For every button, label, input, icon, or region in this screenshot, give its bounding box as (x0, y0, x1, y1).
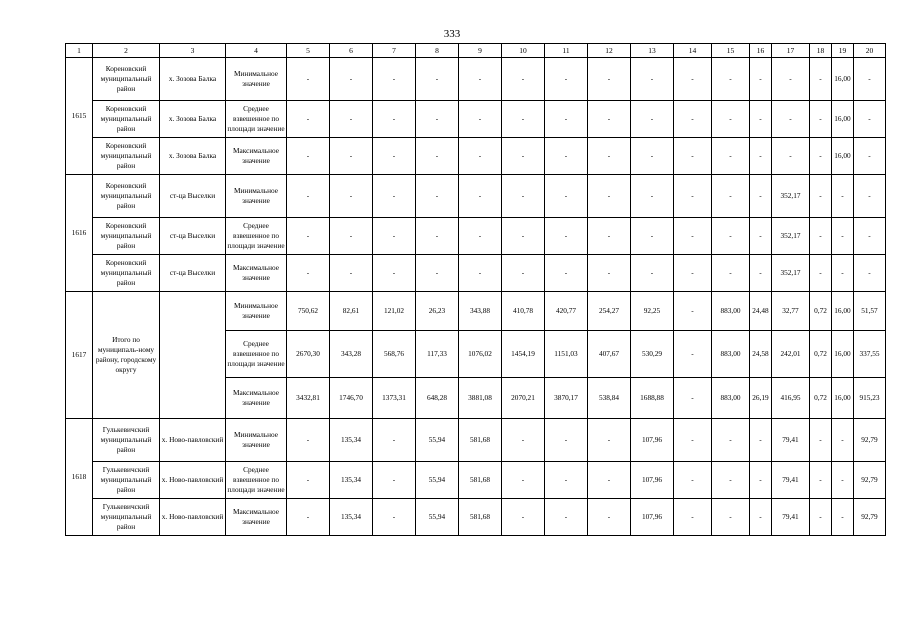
value-cell: 1746,70 (330, 378, 373, 419)
value-cell: 581,68 (459, 419, 502, 462)
value-cell: 352,17 (772, 175, 810, 218)
value-cell: - (545, 101, 588, 138)
value-cell: - (588, 138, 631, 175)
district-cell: Кореновский муниципальный район (93, 58, 160, 101)
value-cell: - (674, 378, 712, 419)
value-cell: - (631, 138, 674, 175)
value-cell: - (832, 462, 854, 499)
value-cell: - (832, 175, 854, 218)
value-cell: - (373, 462, 416, 499)
value-cell: - (545, 138, 588, 175)
value-cell: - (674, 419, 712, 462)
value-cell: - (287, 58, 330, 101)
table-row (66, 58, 886, 101)
value-cell: - (545, 462, 588, 499)
table-row (66, 101, 886, 138)
value-cell: - (416, 138, 459, 175)
value-cell: - (502, 101, 545, 138)
locality-cell: ст-ца Выселки (160, 218, 226, 255)
value-cell: 416,95 (772, 378, 810, 419)
value-cell: - (810, 255, 832, 292)
value-cell: 0,72 (810, 378, 832, 419)
value-cell: - (772, 138, 810, 175)
value-cell: - (832, 499, 854, 536)
value-cell: 1688,88 (631, 378, 674, 419)
value-cell: - (373, 255, 416, 292)
value-cell: - (588, 419, 631, 462)
column-header: 18 (810, 44, 832, 58)
value-cell: 3881,08 (459, 378, 502, 419)
district-cell: Итого по муниципаль-ному району, городскому округу (93, 292, 160, 419)
value-cell: - (854, 138, 886, 175)
measure-cell: Среднее взвешенное по площади значение (226, 218, 287, 255)
value-cell: - (750, 255, 772, 292)
value-cell: - (502, 499, 545, 536)
value-cell: - (588, 175, 631, 218)
value-cell: 82,61 (330, 292, 373, 331)
column-header: 12 (588, 44, 631, 58)
value-cell: 343,88 (459, 292, 502, 331)
value-cell: - (750, 58, 772, 101)
value-cell: 16,00 (832, 101, 854, 138)
district-cell: Кореновский муниципальный район (93, 101, 160, 138)
value-cell: - (416, 58, 459, 101)
value-cell: 1373,31 (373, 378, 416, 419)
value-cell: 581,68 (459, 462, 502, 499)
measure-cell: Минимальное значение (226, 292, 287, 331)
value-cell: 26,19 (750, 378, 772, 419)
value-cell: - (631, 218, 674, 255)
value-cell: 915,23 (854, 378, 886, 419)
value-cell: 1076,02 (459, 331, 502, 378)
measure-cell: Среднее взвешенное по площади значение (226, 101, 287, 138)
column-header: 14 (674, 44, 712, 58)
value-cell: 410,78 (502, 292, 545, 331)
table-row (66, 255, 886, 292)
value-cell: 337,55 (854, 331, 886, 378)
value-cell: 24,48 (750, 292, 772, 331)
column-header: 16 (750, 44, 772, 58)
value-cell: 407,67 (588, 331, 631, 378)
value-cell: - (373, 218, 416, 255)
column-header: 1 (66, 44, 93, 58)
value-cell: - (416, 101, 459, 138)
value-cell: - (810, 499, 832, 536)
value-cell: 117,33 (416, 331, 459, 378)
value-cell: - (588, 462, 631, 499)
value-cell: - (674, 218, 712, 255)
value-cell: - (502, 462, 545, 499)
value-cell: 352,17 (772, 255, 810, 292)
district-cell: Кореновский муниципальный район (93, 175, 160, 218)
value-cell: - (287, 218, 330, 255)
value-cell: - (287, 255, 330, 292)
value-cell: - (330, 58, 373, 101)
value-cell: 343,28 (330, 331, 373, 378)
value-cell: 648,28 (416, 378, 459, 419)
value-cell: - (712, 499, 750, 536)
value-cell: - (287, 175, 330, 218)
column-header: 5 (287, 44, 330, 58)
value-cell: - (416, 255, 459, 292)
value-cell: 0,72 (810, 292, 832, 331)
value-cell: - (459, 58, 502, 101)
value-cell: - (772, 101, 810, 138)
value-cell: - (459, 255, 502, 292)
column-header: 8 (416, 44, 459, 58)
district-cell: Кореновский муниципальный район (93, 218, 160, 255)
value-cell: - (459, 218, 502, 255)
value-cell: - (750, 218, 772, 255)
value-cell: - (502, 175, 545, 218)
value-cell: - (330, 101, 373, 138)
value-cell: - (287, 462, 330, 499)
measure-cell: Минимальное значение (226, 175, 287, 218)
value-cell: - (502, 419, 545, 462)
value-cell: - (674, 331, 712, 378)
value-cell: - (502, 218, 545, 255)
value-cell: - (674, 58, 712, 101)
value-cell: - (631, 101, 674, 138)
value-cell: 0,72 (810, 331, 832, 378)
locality-cell (160, 292, 226, 419)
value-cell: - (854, 101, 886, 138)
value-cell: 121,02 (373, 292, 416, 331)
column-header: 20 (854, 44, 886, 58)
value-cell: - (330, 138, 373, 175)
value-cell: 16,00 (832, 292, 854, 331)
value-cell: - (854, 175, 886, 218)
value-cell: - (330, 175, 373, 218)
value-cell: 51,57 (854, 292, 886, 331)
district-cell: Кореновский муниципальный район (93, 255, 160, 292)
value-cell: 55,94 (416, 419, 459, 462)
value-cell: - (854, 218, 886, 255)
measure-cell: Максимальное значение (226, 499, 287, 536)
district-cell: Гулькевичский муниципальный район (93, 462, 160, 499)
column-header: 9 (459, 44, 502, 58)
value-cell: - (712, 218, 750, 255)
value-cell: - (545, 218, 588, 255)
value-cell: 2670,30 (287, 331, 330, 378)
column-header: 3 (160, 44, 226, 58)
value-cell: 883,00 (712, 378, 750, 419)
value-cell: - (631, 58, 674, 101)
value-cell: - (459, 101, 502, 138)
value-cell: 32,77 (772, 292, 810, 331)
value-cell: 352,17 (772, 218, 810, 255)
value-cell: 79,41 (772, 462, 810, 499)
value-cell: - (832, 419, 854, 462)
value-cell: 3870,17 (545, 378, 588, 419)
value-cell: - (810, 58, 832, 101)
value-cell: 107,96 (631, 499, 674, 536)
value-cell: 883,00 (712, 331, 750, 378)
locality-cell: х. Ново-павловский (160, 462, 226, 499)
value-cell: 92,79 (854, 462, 886, 499)
locality-cell: х. Зозова Балка (160, 138, 226, 175)
district-cell: Кореновский муниципальный район (93, 138, 160, 175)
value-cell: - (373, 419, 416, 462)
column-header: 10 (502, 44, 545, 58)
table-body (66, 58, 886, 536)
measure-cell: Среднее взвешенное по площади значение (226, 331, 287, 378)
value-cell: - (712, 255, 750, 292)
value-cell: 135,34 (330, 419, 373, 462)
value-cell: 79,41 (772, 419, 810, 462)
value-cell: 135,34 (330, 499, 373, 536)
measure-cell: Минимальное значение (226, 58, 287, 101)
value-cell: 16,00 (832, 378, 854, 419)
column-header: 11 (545, 44, 588, 58)
value-cell: - (772, 58, 810, 101)
measure-cell: Минимальное значение (226, 419, 287, 462)
value-cell: 135,34 (330, 462, 373, 499)
value-cell: - (588, 255, 631, 292)
value-cell: 538,84 (588, 378, 631, 419)
value-cell: - (459, 138, 502, 175)
value-cell: - (373, 175, 416, 218)
column-header: 17 (772, 44, 810, 58)
value-cell: - (416, 218, 459, 255)
value-cell: 79,41 (772, 499, 810, 536)
value-cell: 2070,21 (502, 378, 545, 419)
value-cell: - (674, 138, 712, 175)
measure-cell: Максимальное значение (226, 255, 287, 292)
column-header: 13 (631, 44, 674, 58)
value-cell: 242,01 (772, 331, 810, 378)
value-cell: - (674, 499, 712, 536)
value-cell: - (750, 419, 772, 462)
value-cell: - (373, 499, 416, 536)
value-cell: - (631, 255, 674, 292)
value-cell: - (502, 58, 545, 101)
value-cell: 530,29 (631, 331, 674, 378)
value-cell: - (810, 419, 832, 462)
value-cell: - (287, 419, 330, 462)
value-cell: 420,77 (545, 292, 588, 331)
value-cell: - (712, 138, 750, 175)
value-cell: - (810, 101, 832, 138)
value-cell: - (712, 462, 750, 499)
measure-cell: Максимальное значение (226, 138, 287, 175)
value-cell: - (545, 58, 588, 101)
value-cell: 92,25 (631, 292, 674, 331)
value-cell: - (750, 499, 772, 536)
table-row (66, 175, 886, 218)
value-cell: 1454,19 (502, 331, 545, 378)
row-number-cell: 1617 (66, 292, 93, 419)
value-cell: - (712, 101, 750, 138)
value-cell: 55,94 (416, 462, 459, 499)
district-cell: Гулькевичский муниципальный район (93, 499, 160, 536)
value-cell: 568,76 (373, 331, 416, 378)
value-cell: 16,00 (832, 331, 854, 378)
value-cell: - (810, 218, 832, 255)
value-cell: - (712, 58, 750, 101)
value-cell: - (810, 138, 832, 175)
value-cell: - (416, 175, 459, 218)
value-cell: - (373, 58, 416, 101)
value-cell: - (287, 138, 330, 175)
value-cell: 254,27 (588, 292, 631, 331)
table-row (66, 292, 886, 331)
column-header: 4 (226, 44, 287, 58)
value-cell: - (674, 292, 712, 331)
value-cell: 750,62 (287, 292, 330, 331)
value-cell: - (545, 419, 588, 462)
column-header: 15 (712, 44, 750, 58)
district-cell: Гулькевичский муниципальный район (93, 419, 160, 462)
value-cell: - (712, 419, 750, 462)
value-cell: 26,23 (416, 292, 459, 331)
value-cell: 92,79 (854, 499, 886, 536)
value-cell: - (750, 175, 772, 218)
table-row (66, 419, 886, 462)
table-row (66, 138, 886, 175)
value-cell: - (810, 462, 832, 499)
value-cell: - (810, 175, 832, 218)
value-cell: - (588, 58, 631, 101)
column-header: 2 (93, 44, 160, 58)
value-cell: - (750, 101, 772, 138)
value-cell: 883,00 (712, 292, 750, 331)
locality-cell: х. Зозова Балка (160, 58, 226, 101)
value-cell: - (631, 175, 674, 218)
value-cell: - (502, 255, 545, 292)
header-row (66, 44, 886, 58)
locality-cell: х. Ново-павловский (160, 499, 226, 536)
page-number: 333 (443, 28, 461, 40)
value-cell: - (502, 138, 545, 175)
value-cell: 92,79 (854, 419, 886, 462)
value-cell: - (545, 255, 588, 292)
value-cell: 107,96 (631, 462, 674, 499)
locality-cell: ст-ца Выселки (160, 255, 226, 292)
value-cell: 55,94 (416, 499, 459, 536)
value-cell: - (588, 499, 631, 536)
value-cell: - (750, 462, 772, 499)
value-cell: - (854, 255, 886, 292)
value-cell: - (712, 175, 750, 218)
value-cell: - (373, 101, 416, 138)
value-cell: - (674, 101, 712, 138)
value-cell: - (674, 462, 712, 499)
value-cell: - (588, 218, 631, 255)
value-cell: 16,00 (832, 58, 854, 101)
data-table (65, 43, 886, 536)
table-row (66, 462, 886, 499)
row-number-cell: 1615 (66, 58, 93, 175)
locality-cell: х. Зозова Балка (160, 101, 226, 138)
value-cell: - (545, 499, 588, 536)
value-cell: 24,58 (750, 331, 772, 378)
row-number-cell: 1616 (66, 175, 93, 292)
column-header: 6 (330, 44, 373, 58)
value-cell: - (588, 101, 631, 138)
value-cell: - (545, 175, 588, 218)
value-cell: - (674, 255, 712, 292)
value-cell: 3432,81 (287, 378, 330, 419)
value-cell: 16,00 (832, 138, 854, 175)
measure-cell: Максимальное значение (226, 378, 287, 419)
value-cell: - (832, 218, 854, 255)
value-cell: - (373, 138, 416, 175)
value-cell: - (674, 175, 712, 218)
value-cell: - (287, 101, 330, 138)
locality-cell: ст-ца Выселки (160, 175, 226, 218)
value-cell: - (330, 218, 373, 255)
column-header: 7 (373, 44, 416, 58)
value-cell: - (832, 255, 854, 292)
locality-cell: х. Ново-павловский (160, 419, 226, 462)
measure-cell: Среднее взвешенное по площади значение (226, 462, 287, 499)
value-cell: 1151,03 (545, 331, 588, 378)
value-cell: - (287, 499, 330, 536)
table-row (66, 218, 886, 255)
value-cell: - (750, 138, 772, 175)
column-header: 19 (832, 44, 854, 58)
value-cell: - (330, 255, 373, 292)
row-number-cell: 1618 (66, 419, 93, 536)
value-cell: - (854, 58, 886, 101)
value-cell: - (459, 175, 502, 218)
table-row (66, 499, 886, 536)
value-cell: 107,96 (631, 419, 674, 462)
value-cell: 581,68 (459, 499, 502, 536)
